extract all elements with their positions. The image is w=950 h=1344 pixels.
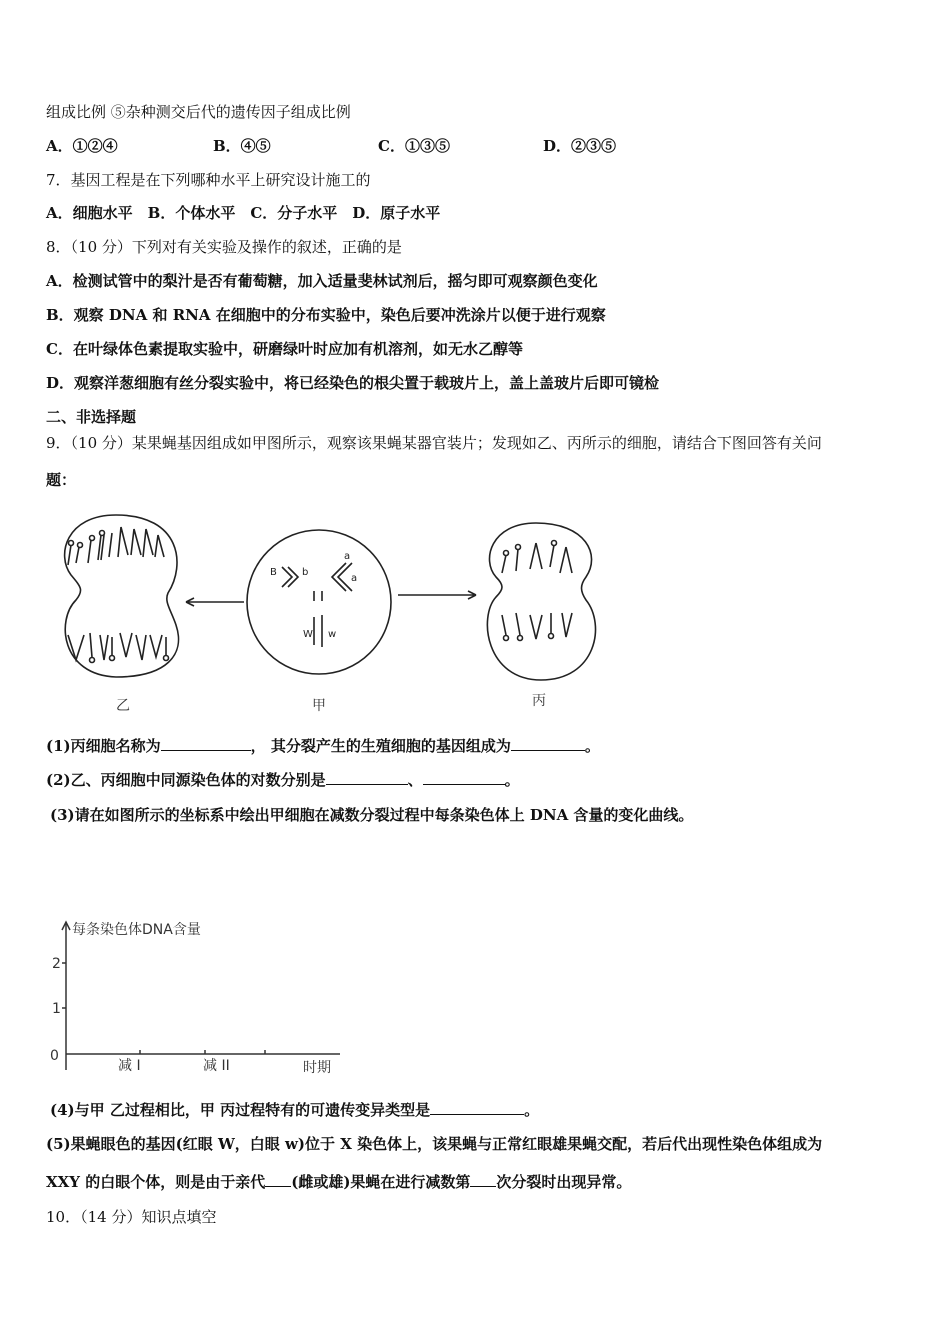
label-yi: 乙: [116, 698, 130, 714]
gene-a-upper: a: [344, 551, 351, 562]
question-9: 9．（10 分）某果蝇基因组成如甲图所示，观察该果蝇某器官装片；发现如乙、丙所示的细胞，请结合下图回答有关问: [46, 434, 822, 452]
q9-1-blank-1[interactable]: [161, 736, 251, 751]
q6-option-b: B．④⑤: [213, 137, 271, 155]
q9-5-blank-2[interactable]: [470, 1172, 496, 1187]
x-tick-meiosis-1: 减 I: [118, 1058, 141, 1074]
question-7: 7．基因工程是在下列哪种水平上研究设计施工的: [46, 171, 371, 189]
q9-1-text-c: 。: [584, 737, 600, 755]
question-9-part-5-continued: [46, 1172, 631, 1192]
question-8: 8．（10 分）下列对有关实验及操作的叙述，正确的是: [46, 238, 402, 256]
y-axis-title: 每条染色体DNA含量: [72, 922, 201, 938]
q9-5-text-c: 次分裂时出现异常。: [496, 1173, 632, 1191]
dna-content-axes: [40, 910, 350, 1085]
gene-B: B: [270, 567, 277, 578]
q9-4-text-a: (4)与甲 乙过程相比，甲 丙过程特有的可遗传变异类型是: [50, 1101, 431, 1119]
cell-jia-outline: [247, 530, 391, 674]
section-heading: 二、非选择题: [46, 408, 137, 426]
label-bing: 丙: [532, 693, 546, 709]
question-8-option-b: B．观察 DNA 和 RNA 在细胞中的分布实验中，染色后要冲洗涂片以便于进行观察: [46, 306, 606, 324]
y-tick-1: 1: [52, 1001, 61, 1017]
q6-option-a: A．①②④: [46, 137, 118, 155]
q9-2-blank-1[interactable]: [326, 770, 408, 785]
label-jia: 甲: [312, 698, 326, 714]
y-tick-2: 2: [52, 956, 61, 972]
gene-W: W: [303, 629, 313, 640]
x-tick-meiosis-2: 减 II: [203, 1058, 230, 1074]
question-8-option-c: C．在叶绿体色素提取实验中，研磨绿叶时应加有机溶剂，如无水乙醇等: [46, 340, 523, 358]
q9-5-text-a: XXY 的白眼个体，则是由于亲代: [46, 1173, 266, 1191]
arrow-to-bing: [398, 591, 476, 599]
q9-2-text-c: 。: [504, 771, 520, 789]
q9-5-text-b: (雌或雄)果蝇在进行减数第: [291, 1173, 471, 1191]
question-9-part-3: (3)请在如图所示的坐标系中绘出甲细胞在减数分裂过程中每条染色体上 DNA 含量的变化曲线。: [50, 806, 694, 824]
q9-1-text-b: ， 其分裂产生的生殖细胞的基因组成为: [250, 737, 511, 755]
q9-4-text-b: 。: [524, 1101, 540, 1119]
question-9-part-2: [46, 770, 520, 790]
cell-division-figure: [46, 505, 616, 720]
y-tick-0: 0: [50, 1048, 59, 1064]
cell-bing-outline: [487, 523, 595, 680]
question-8-option-d: D．观察洋葱细胞有丝分裂实验中，将已经染色的根尖置于载玻片上，盖上盖玻片后即可镜检: [46, 374, 660, 392]
question-9-part-5: (5)果蝇眼色的基因(红眼 W，白眼 w)位于 X 染色体上，该果蝇与正常红眼雄果蝇交配，若后代出现性染色体组成为: [46, 1135, 823, 1153]
text-line-prev-options: 组成比例 ⑤杂种测交后代的遗传因子组成比例: [46, 103, 351, 121]
gene-a-lower: a: [351, 573, 358, 584]
q9-5-blank-1[interactable]: [265, 1172, 291, 1187]
cell-yi-outline: [65, 515, 179, 677]
cell-bing-chromosomes-top: [502, 541, 572, 574]
q9-1-blank-2[interactable]: [511, 736, 585, 751]
arrow-to-yi: [186, 598, 244, 606]
cell-yi-chromosomes-bottom: [68, 633, 169, 663]
q9-1-text-a: (1)丙细胞名称为: [46, 737, 161, 755]
question-7-options: A．细胞水平 B．个体水平 C．分子水平 D．原子水平: [46, 204, 441, 222]
question-10: 10．（14 分）知识点填空: [46, 1208, 217, 1226]
cell-bing-chromosomes-bottom: [502, 613, 572, 641]
gene-w: w: [328, 629, 337, 640]
question-8-option-a: A．检测试管中的梨汁是否有葡萄糖，加入适量斐林试剂后，摇匀即可观察颜色变化: [46, 272, 598, 290]
question-9-part-4: [50, 1100, 539, 1120]
cell-yi-chromosomes-top: [68, 527, 164, 565]
question-9-continued: 题：: [46, 471, 77, 489]
q9-2-text-b: 、: [407, 771, 423, 789]
q9-2-blank-2[interactable]: [423, 770, 505, 785]
q9-4-blank[interactable]: [430, 1100, 524, 1115]
x-axis-title: 时期: [303, 1060, 331, 1076]
q6-option-d: D．②③⑤: [543, 137, 617, 155]
gene-b: b: [302, 567, 309, 578]
question-9-part-1: [46, 736, 600, 756]
q9-2-text-a: (2)乙、丙细胞中同源染色体的对数分别是: [46, 771, 326, 789]
q6-option-c: C．①③⑤: [378, 137, 450, 155]
